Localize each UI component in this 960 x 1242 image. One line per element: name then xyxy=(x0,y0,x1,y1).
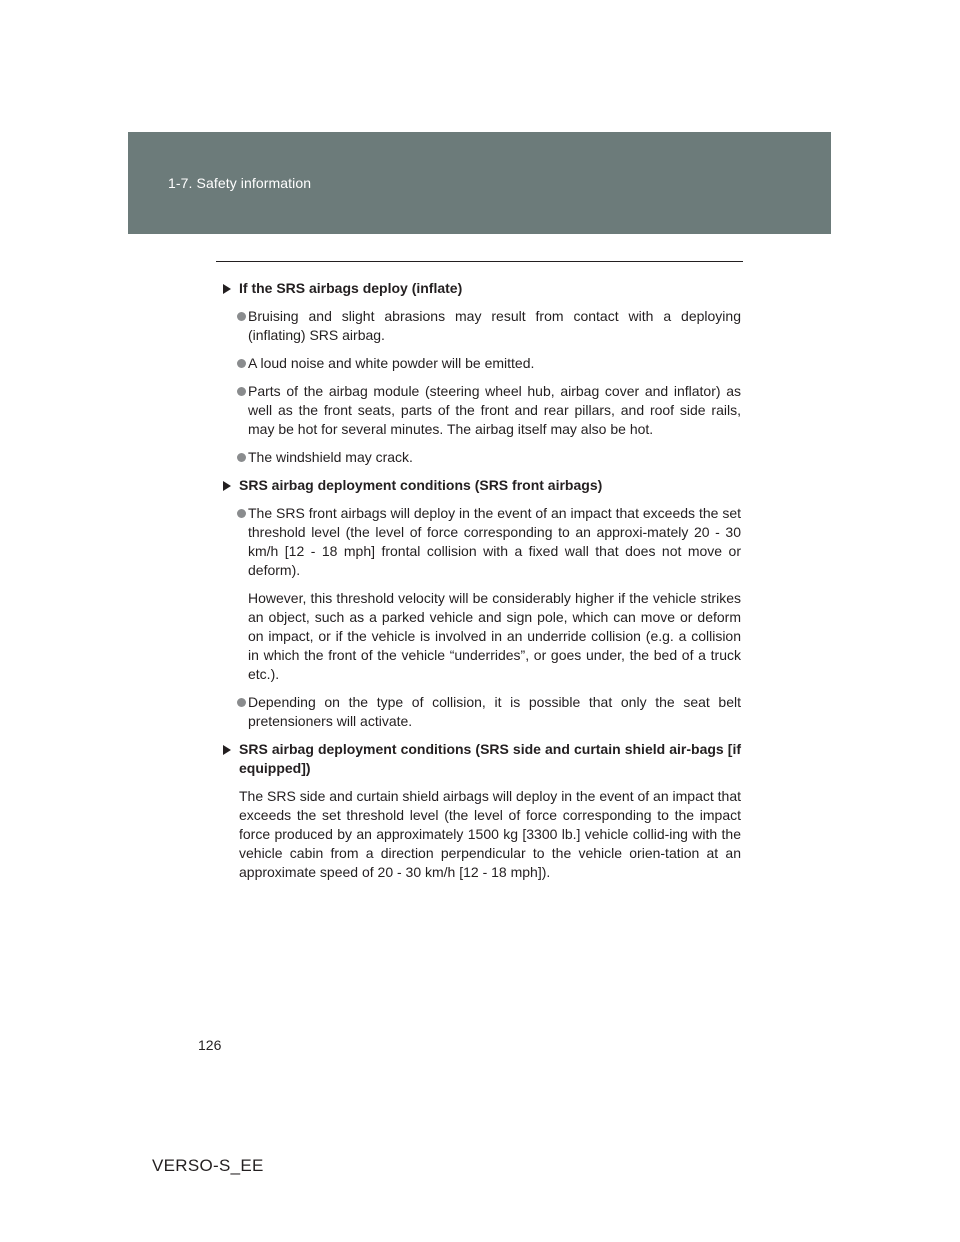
heading-marker-icon xyxy=(223,481,231,491)
heading-text: If the SRS airbags deploy (inflate) xyxy=(239,280,463,296)
bullet-dot-icon xyxy=(237,698,246,707)
list-item-text: The SRS front airbags will deploy in the event of an impact that exceeds the set threshold level (the level of force corresponding to an approxi-mately 20 - 30 km/h [12 - 18 mph] frontal collision with a fixed wall that does not move or deform). xyxy=(248,505,741,578)
list-item xyxy=(221,448,741,467)
bullet-dot-icon xyxy=(237,453,246,462)
list-item xyxy=(221,382,741,439)
section-heading-airbags-deploy xyxy=(221,279,741,298)
list-item xyxy=(221,504,741,580)
bullet-dot-icon xyxy=(237,312,246,321)
heading-text: SRS airbag deployment conditions (SRS side and curtain shield air-bags [if equipped]) xyxy=(239,741,741,776)
bullet-dot-icon xyxy=(237,509,246,518)
heading-marker-icon xyxy=(223,284,231,294)
section-header-band xyxy=(128,132,831,234)
bullet-dot-icon xyxy=(237,359,246,368)
list-item-text: Parts of the airbag module (steering wheel hub, airbag cover and inflator) as well as the front seats, parts of the front and rear pillars, and roof side rails, may be hot for several minutes. The airbag itself may also be hot. xyxy=(248,383,741,437)
page-content xyxy=(221,279,741,891)
section-title: 1-7. Safety information xyxy=(168,175,312,191)
list-item xyxy=(221,354,741,373)
list-item-text: A loud noise and white powder will be emitted. xyxy=(248,355,535,371)
list-item-text: The windshield may crack. xyxy=(248,449,413,465)
top-divider xyxy=(216,261,743,262)
page-number: 126 xyxy=(198,1037,222,1053)
list-item-text: Depending on the type of collision, it is possible that only the seat belt pretensioners will activate. xyxy=(248,694,741,729)
list-item-continuation: However, this threshold velocity will be considerably higher if the vehicle strikes an object, such as a parked vehicle and sign pole, which can move or deform on impact, or if the vehicle is involved in an underride collision (e.g. a collision in which the front of the vehicle “underrides”, or goes under, the bed of a truck etc.). xyxy=(248,590,741,682)
heading-text: SRS airbag deployment conditions (SRS front airbags) xyxy=(239,477,603,493)
section-heading-side-curtain-conditions xyxy=(221,740,741,778)
heading-marker-icon xyxy=(223,745,231,755)
document-code: VERSO-S_EE xyxy=(152,1156,264,1175)
section-heading-front-airbag-conditions xyxy=(221,476,741,495)
bullet-dot-icon xyxy=(237,387,246,396)
list-item xyxy=(221,307,741,345)
list-item-text: Bruising and slight abrasions may result from contact with a deploying (inflating) SRS airbag. xyxy=(248,308,741,343)
body-paragraph: The SRS side and curtain shield airbags will deploy in the event of an impact that exceeds the set threshold level (the level of force corresponding to the impact force produced by an approximately 1500 kg [3300 lb.] vehicle collid-ing with the vehicle cabin from a direction perpendicular to the vehicle orien-tation at an approximate speed of 20 - 30 km/h [12 - 18 mph]). xyxy=(239,788,741,880)
list-item xyxy=(221,693,741,731)
